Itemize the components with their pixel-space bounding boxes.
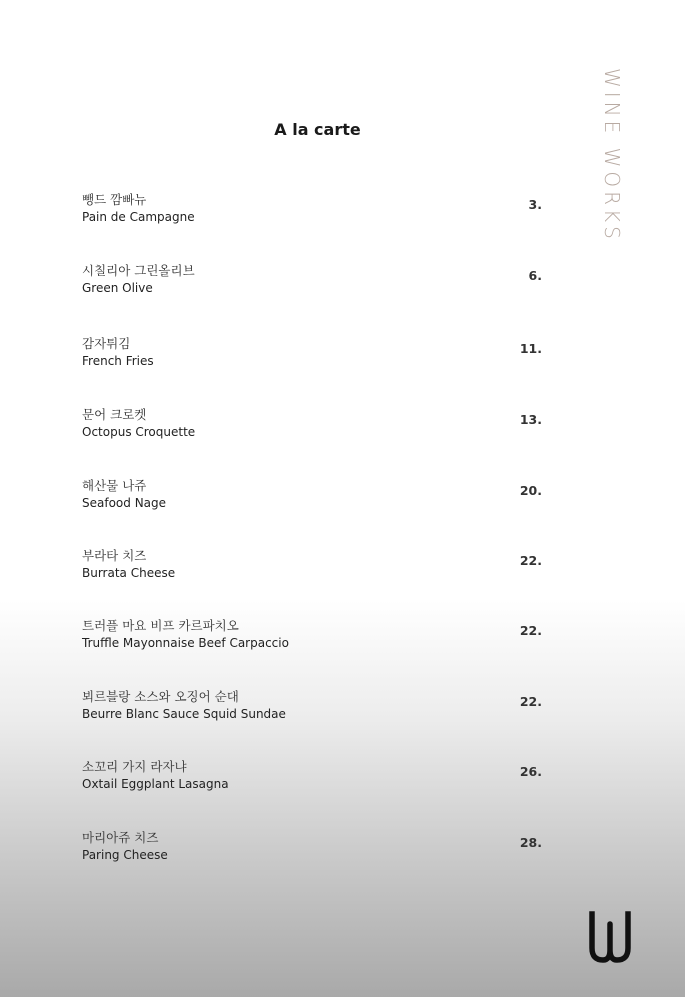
item-price: 28.	[519, 835, 542, 850]
item-price: 26.	[519, 764, 542, 779]
item-price: 22.	[519, 694, 542, 709]
item-name-korean: 감자튀김	[82, 336, 131, 351]
item-name-english: Octopus Croquette	[82, 425, 196, 439]
item-name-english: Burrata Cheese	[82, 566, 176, 580]
item-name-english: Beurre Blanc Sauce Squid Sundae	[82, 707, 286, 721]
menu-item	[82, 687, 542, 735]
item-name-korean: 문어 크로켓	[82, 407, 147, 422]
item-name-korean: 해산물 나쥬	[82, 478, 147, 493]
item-name-english: French Fries	[82, 354, 154, 368]
item-name-korean: 뺑드 깜빠뉴	[82, 192, 147, 207]
item-name-english: Green Olive	[82, 281, 153, 295]
item-price: 3.	[528, 197, 542, 212]
menu-item	[82, 616, 542, 664]
wine-works-logo-icon	[586, 908, 634, 966]
item-price: 22.	[519, 553, 542, 568]
brand-vertical-text: WINE WORKS	[600, 68, 624, 243]
page-title: A la carte	[274, 120, 361, 139]
menu-item	[82, 546, 542, 594]
item-name-korean: 트러플 마요 비프 카르파치오	[82, 618, 239, 633]
menu-item	[82, 334, 542, 382]
item-name-english: Oxtail Eggplant Lasagna	[82, 777, 229, 791]
item-price: 22.	[519, 623, 542, 638]
item-name-korean: 소꼬리 가지 라자냐	[82, 759, 187, 774]
item-name-english: Truffle Mayonnaise Beef Carpaccio	[82, 636, 289, 650]
menu-item	[82, 476, 542, 524]
item-name-english: Seafood Nage	[82, 496, 167, 510]
menu-item	[82, 261, 542, 309]
menu-item	[82, 190, 542, 238]
item-price: 11.	[519, 341, 542, 356]
item-price: 20.	[519, 483, 542, 498]
item-name-english: Paring Cheese	[82, 848, 168, 862]
item-name-korean: 시칠리아 그린올리브	[82, 263, 195, 278]
item-name-korean: 마리아쥬 치즈	[82, 830, 159, 845]
item-price: 13.	[519, 412, 542, 427]
item-price: 6.	[528, 268, 542, 283]
item-name-korean: 뵈르블랑 소스와 오징어 순대	[82, 689, 239, 704]
menu-item	[82, 828, 542, 876]
menu-item	[82, 757, 542, 805]
item-name-korean: 부라타 치즈	[82, 548, 147, 563]
item-name-english: Pain de Campagne	[82, 210, 195, 224]
menu-item	[82, 405, 542, 453]
